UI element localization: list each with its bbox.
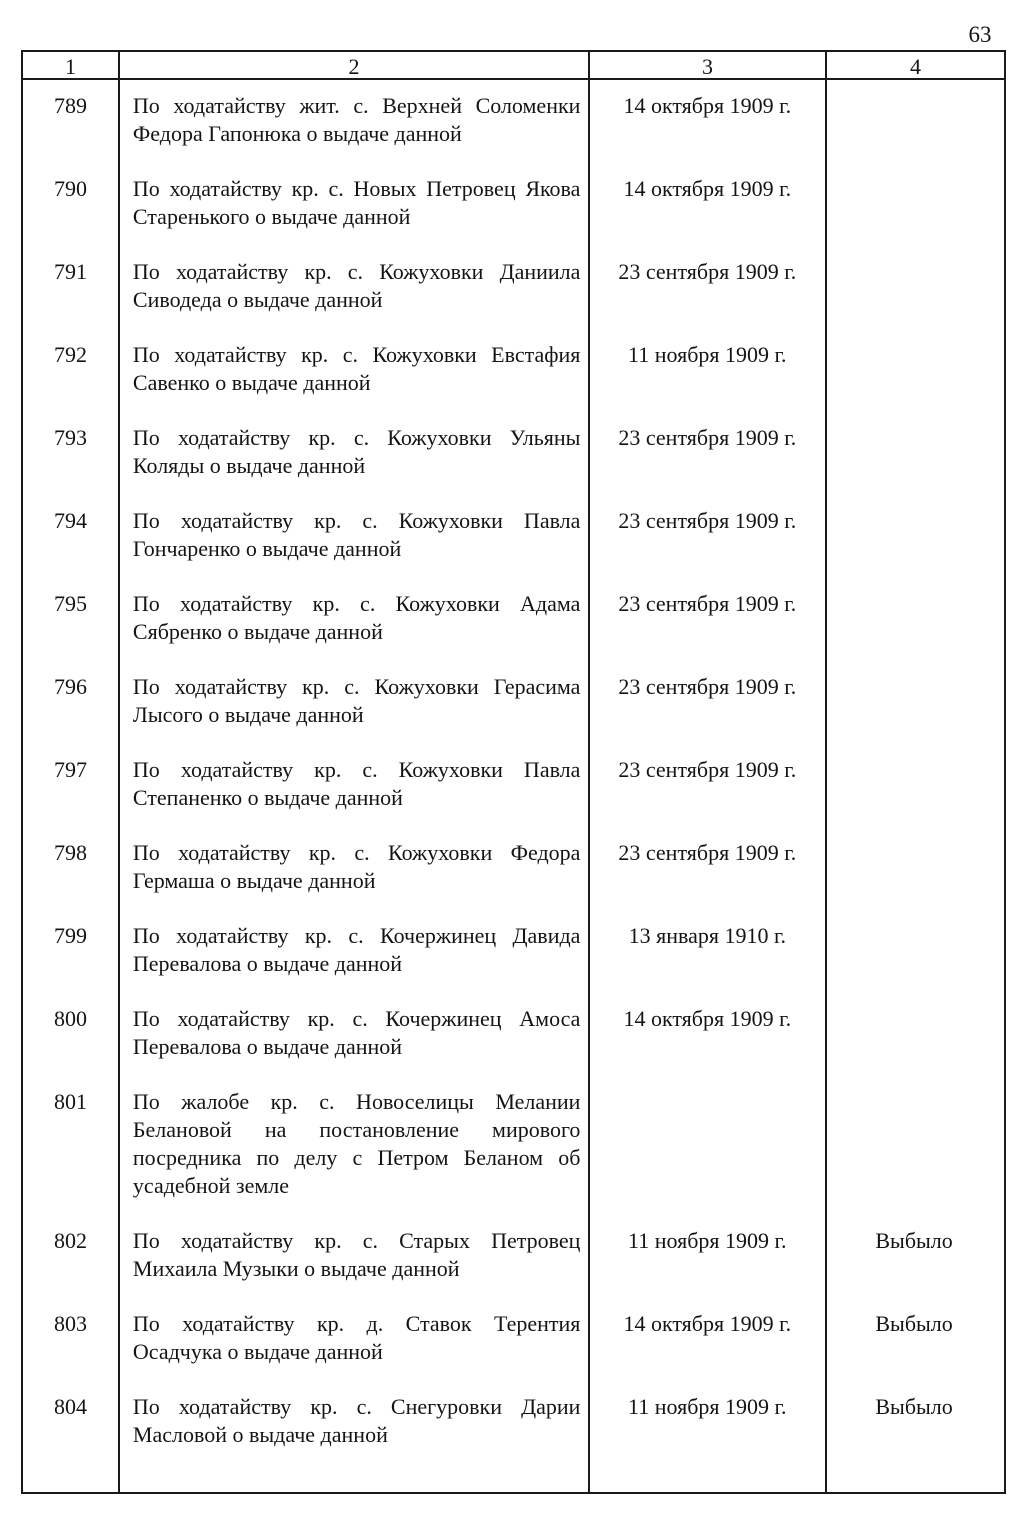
entry-note: Выбыло	[875, 1311, 953, 1336]
entry-description: По ходатайству кр. с. Кожуховки Евстафия Савенко о выдаче данной	[132, 342, 581, 395]
entry-number: 793	[53, 425, 87, 450]
entry-number: 789	[53, 93, 87, 118]
entry-number: 796	[53, 674, 87, 699]
entry-number: 799	[53, 923, 87, 948]
entry-date: 11 ноября 1909 г.	[628, 342, 787, 367]
entry-number: 804	[53, 1394, 87, 1419]
entry-description: По ходатайству жит. с. Верхней Соломенки Федора Гапонюка о выдаче данной	[132, 93, 581, 146]
entry-date: 14 октября 1909 г.	[623, 93, 792, 118]
table-header-row	[23, 50, 1004, 80]
entry-number: 795	[53, 591, 87, 616]
entry-date: 23 сентября 1909 г.	[618, 591, 797, 616]
entry-description: По ходатайству кр. с. Снегуровки Дарии Масловой о выдаче данной	[132, 1394, 581, 1447]
entry-date: 14 октября 1909 г.	[623, 176, 792, 201]
table-row	[23, 922, 1004, 978]
table-row	[23, 507, 1004, 563]
table-row	[23, 92, 1004, 148]
entry-date: 11 ноября 1909 г.	[628, 1228, 787, 1253]
entry-description: По ходатайству кр. с. Кожуховки Адама Сябренко о выдаче данной	[132, 591, 581, 644]
entry-description: По ходатайству кр. с. Кожуховки Даниила Сиводеда о выдаче данной	[132, 259, 581, 312]
entry-number: 790	[53, 176, 87, 201]
entry-date: 23 сентября 1909 г.	[618, 425, 797, 450]
entry-number: 800	[53, 1006, 87, 1031]
entry-description: По ходатайству кр. с. Кожуховки Ульяны Коляды о выдаче данной	[132, 425, 581, 478]
table-row	[23, 756, 1004, 812]
entry-date: 23 сентября 1909 г.	[618, 840, 797, 865]
entry-number: 798	[53, 840, 87, 865]
table-row	[23, 1005, 1004, 1061]
entry-description: По ходатайству кр. д. Ставок Терентия Осадчука о выдаче данной	[132, 1311, 581, 1364]
column-header-3: 3	[702, 54, 713, 79]
table-row	[23, 1393, 1004, 1449]
entry-number: 801	[53, 1089, 87, 1114]
table-row	[23, 341, 1004, 397]
table-row	[23, 258, 1004, 314]
table-row	[23, 175, 1004, 231]
entry-description: По ходатайству кр. с. Кожуховки Павла Степаненко о выдаче данной	[132, 757, 581, 810]
entry-description: По ходатайству кр. с. Кочержинец Амоса Перевалова о выдаче данной	[132, 1006, 581, 1059]
entry-number: 791	[53, 259, 87, 284]
entry-description: По ходатайству кр. с. Кожуховки Павла Гончаренко о выдаче данной	[132, 508, 581, 561]
entry-date: 23 сентября 1909 г.	[618, 757, 797, 782]
page-number: 63	[968, 22, 992, 47]
entry-description: По ходатайству кр. с. Новых Петровец Якова Старенького о выдаче данной	[132, 176, 581, 229]
table-row	[23, 839, 1004, 895]
entry-number: 792	[53, 342, 87, 367]
entry-description: По жалобе кр. с. Новоселицы Мелании Белановой на постановление мирового посредника по делу с Петром Беланом об усадебной земле	[132, 1089, 581, 1198]
table-row	[23, 1227, 1004, 1283]
entry-date: 23 сентября 1909 г.	[618, 508, 797, 533]
entry-description: По ходатайству кр. с. Кочержинец Давида Перевалова о выдаче данной	[132, 923, 581, 976]
entry-date: 14 октября 1909 г.	[623, 1311, 792, 1336]
register-table	[21, 50, 1006, 1494]
entry-note: Выбыло	[875, 1228, 953, 1253]
entry-date: 13 января 1910 г.	[628, 923, 787, 948]
entry-date: 23 сентября 1909 г.	[618, 259, 797, 284]
entry-number: 797	[53, 757, 87, 782]
entry-date: 23 сентября 1909 г.	[618, 674, 797, 699]
entry-description: По ходатайству кр. с. Кожуховки Герасима Лысого о выдаче данной	[132, 674, 581, 727]
entry-description: По ходатайству кр. с. Старых Петровец Михаила Музыки о выдаче данной	[132, 1228, 581, 1281]
table-row	[23, 424, 1004, 480]
entry-description: По ходатайству кр. с. Кожуховки Федора Гермаша о выдаче данной	[132, 840, 581, 893]
table-row	[23, 1088, 1004, 1200]
table-row	[23, 590, 1004, 646]
column-header-2: 2	[348, 54, 360, 79]
entry-number: 794	[53, 508, 87, 533]
entry-number: 802	[53, 1228, 87, 1253]
table-row	[23, 673, 1004, 729]
table-body	[23, 92, 1004, 1476]
entry-note: Выбыло	[875, 1394, 953, 1419]
column-header-4: 4	[910, 54, 921, 79]
entry-date: 11 ноября 1909 г.	[628, 1394, 787, 1419]
column-header-1: 1	[65, 54, 76, 79]
entry-number: 803	[53, 1311, 87, 1336]
entry-date: 14 октября 1909 г.	[623, 1006, 792, 1031]
table-row	[23, 1310, 1004, 1366]
